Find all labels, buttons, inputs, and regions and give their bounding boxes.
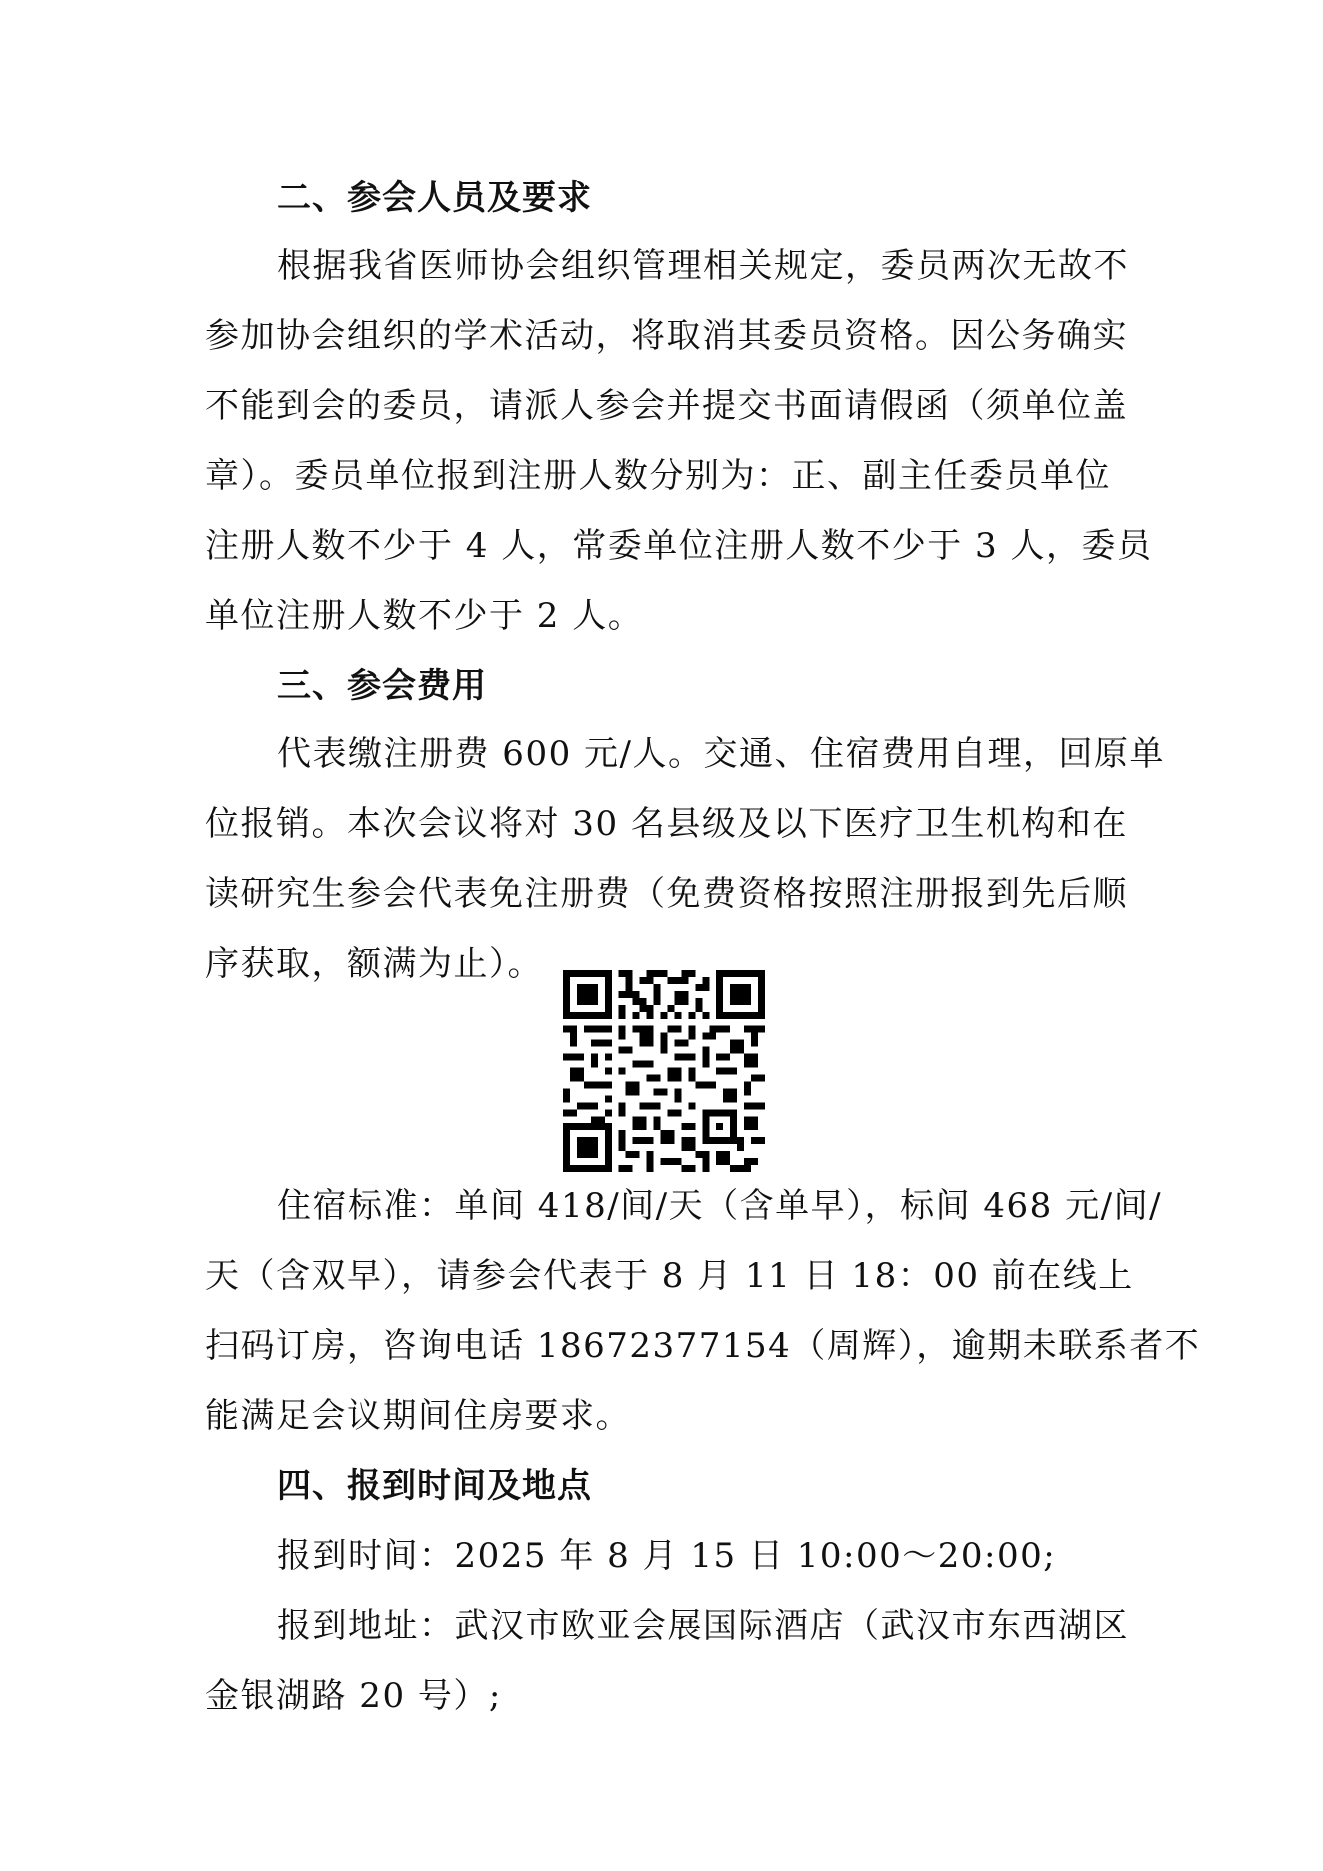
lodging-line: 扫码订房，咨询电话 18672377154（周辉），逾期未联系者不 (205, 1326, 1201, 1366)
paragraph-line: 单位注册人数不少于 2 人。 (205, 596, 644, 636)
qr-code-icon[interactable] (563, 970, 765, 1172)
registration-address-line: 报到地址：武汉市欧亚会展国际酒店（武汉市东西湖区 (277, 1606, 1129, 1646)
section-heading-registration: 四、报到时间及地点 (277, 1466, 592, 1506)
lodging-line: 住宿标准：单间 418/间/天（含单早），标间 468 元/间/ (277, 1186, 1163, 1226)
section-heading-fees: 三、参会费用 (277, 666, 487, 706)
paragraph-line: 参加协会组织的学术活动，将取消其委员资格。因公务确实 (205, 316, 1128, 356)
registration-address-line: 金银湖路 20 号）; (205, 1676, 502, 1716)
lodging-line: 天（含双早），请参会代表于 8 月 11 日 18：00 前在线上 (205, 1256, 1134, 1296)
paragraph-line: 章）。委员单位报到注册人数分别为：正、副主任委员单位 (205, 456, 1111, 496)
lodging-line: 能满足会议期间住房要求。 (205, 1396, 631, 1436)
paragraph-line: 根据我省医师协会组织管理相关规定，委员两次无故不 (277, 246, 1129, 286)
paragraph-line: 序获取，额满为止）。 (205, 944, 543, 984)
paragraph-line: 代表缴注册费 600 元/人。交通、住宿费用自理，回原单 (277, 734, 1165, 774)
registration-time-line: 报到时间：2025 年 8 月 15 日 10:00～20:00; (277, 1536, 1057, 1576)
paragraph-line: 读研究生参会代表免注册费（免费资格按照注册报到先后顺 (205, 874, 1128, 914)
paragraph-line: 注册人数不少于 4 人，常委单位注册人数不少于 3 人，委员 (205, 526, 1153, 566)
paragraph-line: 不能到会的委员，请派人参会并提交书面请假函（须单位盖 (205, 386, 1128, 426)
paragraph-line: 位报销。本次会议将对 30 名县级及以下医疗卫生机构和在 (205, 804, 1128, 844)
section-heading-attendees: 二、参会人员及要求 (277, 178, 592, 218)
